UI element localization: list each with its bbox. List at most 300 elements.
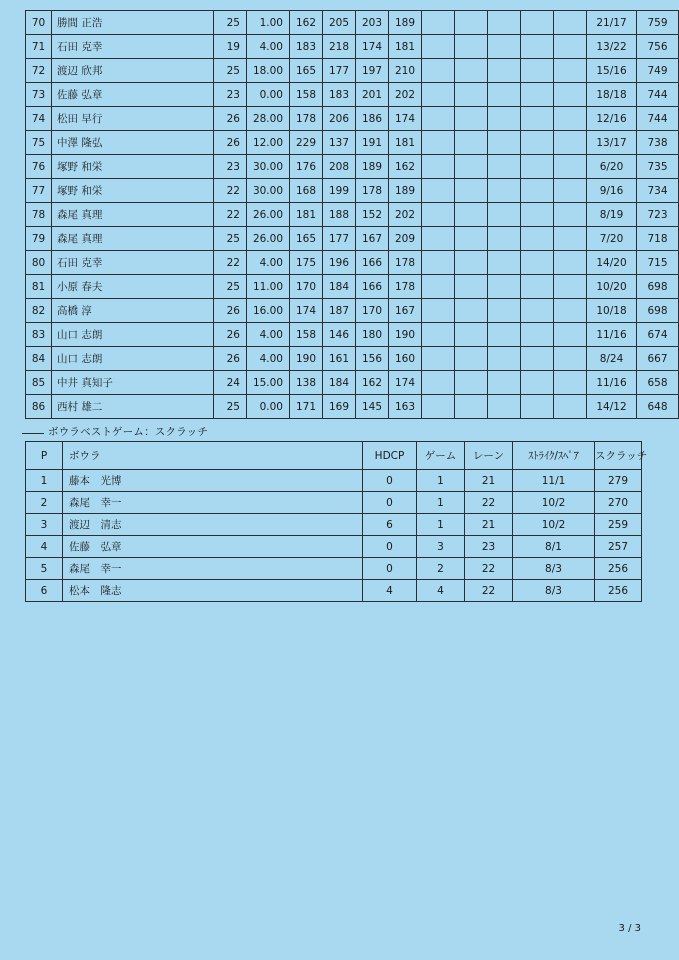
empty-cell [422,131,455,155]
games-cell: 25 [214,275,247,299]
empty-cell [422,371,455,395]
page-number: 3 / 3 [618,923,641,934]
empty-cell [422,227,455,251]
hdcp-cell: 11.00 [247,275,290,299]
table-row [26,395,679,419]
score-cell: 177 [323,227,356,251]
games-cell: 25 [214,395,247,419]
score-cell: 183 [323,83,356,107]
score-cell: 152 [356,203,389,227]
game-cell: 2 [417,558,465,580]
name-cell: 小原 春夫 [52,275,214,299]
section-rule [22,433,44,434]
scratch-cell: 279 [595,470,642,492]
score-cell: 171 [290,395,323,419]
score-cell: 189 [389,179,422,203]
empty-cell [488,251,521,275]
hdcp-cell: 4.00 [247,251,290,275]
empty-cell [422,347,455,371]
empty-cell [488,35,521,59]
total-cell: 718 [637,227,679,251]
name-cell: 松田 早行 [52,107,214,131]
games-cell: 19 [214,35,247,59]
hdcp-cell: 30.00 [247,155,290,179]
hdcp-cell: 26.00 [247,203,290,227]
score-cell: 190 [290,347,323,371]
empty-cell [488,179,521,203]
rank-cell: 86 [26,395,52,419]
ratio-cell: 8/24 [587,347,637,371]
score-cell: 166 [356,251,389,275]
ratio-cell: 6/20 [587,155,637,179]
empty-cell [455,35,488,59]
empty-cell [554,251,587,275]
table-row [26,580,642,602]
position-cell: 5 [26,558,63,580]
empty-cell [521,395,554,419]
score-cell: 188 [323,203,356,227]
hdcp-cell: 1.00 [247,11,290,35]
hdcp-cell: 4.00 [247,323,290,347]
score-cell: 167 [356,227,389,251]
games-cell: 26 [214,347,247,371]
position-cell: 2 [26,492,63,514]
scratch-cell: 256 [595,580,642,602]
score-cell: 176 [290,155,323,179]
empty-cell [554,323,587,347]
position-cell: 4 [26,536,63,558]
empty-cell [455,323,488,347]
ratio-cell: 12/16 [587,107,637,131]
empty-cell [521,155,554,179]
name-cell: 渡辺 欣邦 [52,59,214,83]
empty-cell [554,371,587,395]
score-cell: 167 [389,299,422,323]
strike-spare-cell: 8/1 [513,536,595,558]
name-cell: 石田 克幸 [52,251,214,275]
empty-cell [488,227,521,251]
score-cell: 174 [356,35,389,59]
bowler-cell: 佐藤 弘章 [63,536,363,558]
score-cell: 196 [323,251,356,275]
empty-cell [455,227,488,251]
header-strike-spare: ｽﾄﾗｲｸ/ｽﾍﾟｱ [513,442,595,470]
score-cell: 146 [323,323,356,347]
lane-cell: 22 [465,492,513,514]
bowler-cell: 松本 隆志 [63,580,363,602]
empty-cell [422,323,455,347]
score-cell: 201 [356,83,389,107]
rank-cell: 70 [26,11,52,35]
total-cell: 738 [637,131,679,155]
total-cell: 744 [637,107,679,131]
name-cell: 勝間 正浩 [52,11,214,35]
empty-cell [422,179,455,203]
table-row [26,299,679,323]
name-cell: 中井 真知子 [52,371,214,395]
score-cell: 162 [389,155,422,179]
score-cell: 170 [356,299,389,323]
scratch-cell: 270 [595,492,642,514]
game-cell: 4 [417,580,465,602]
score-cell: 187 [323,299,356,323]
total-cell: 723 [637,203,679,227]
score-cell: 178 [356,179,389,203]
score-cell: 181 [389,35,422,59]
empty-cell [455,179,488,203]
empty-cell [488,275,521,299]
ratio-cell: 11/16 [587,323,637,347]
games-cell: 23 [214,155,247,179]
score-cell: 137 [323,131,356,155]
hdcp-cell: 6 [363,514,417,536]
hdcp-cell: 4.00 [247,35,290,59]
empty-cell [422,83,455,107]
empty-cell [554,83,587,107]
hdcp-cell: 0 [363,558,417,580]
hdcp-cell: 0 [363,470,417,492]
table-row [26,35,679,59]
score-cell: 162 [356,371,389,395]
hdcp-cell: 0 [363,492,417,514]
table-row [26,83,679,107]
hdcp-cell: 4 [363,580,417,602]
table-row [26,275,679,299]
score-cell: 160 [389,347,422,371]
score-cell: 208 [323,155,356,179]
rank-cell: 81 [26,275,52,299]
score-cell: 178 [389,275,422,299]
rank-cell: 84 [26,347,52,371]
empty-cell [422,275,455,299]
game-cell: 1 [417,492,465,514]
empty-cell [554,35,587,59]
total-cell: 698 [637,299,679,323]
score-cell: 174 [290,299,323,323]
total-cell: 759 [637,11,679,35]
empty-cell [455,395,488,419]
table-row [26,536,642,558]
strike-spare-cell: 10/2 [513,514,595,536]
ratio-cell: 13/17 [587,131,637,155]
games-cell: 22 [214,179,247,203]
empty-cell [488,395,521,419]
ratio-cell: 10/18 [587,299,637,323]
strike-spare-cell: 8/3 [513,558,595,580]
score-cell: 218 [323,35,356,59]
score-cell: 168 [290,179,323,203]
empty-cell [521,35,554,59]
hdcp-cell: 30.00 [247,179,290,203]
games-cell: 25 [214,11,247,35]
empty-cell [422,395,455,419]
header-lane: レーン [465,442,513,470]
ratio-cell: 10/20 [587,275,637,299]
table-row [26,227,679,251]
name-cell: 石田 克幸 [52,35,214,59]
header-hdcp: HDCP [363,442,417,470]
game-cell: 1 [417,470,465,492]
hdcp-cell: 0.00 [247,395,290,419]
empty-cell [521,251,554,275]
empty-cell [521,131,554,155]
empty-cell [554,107,587,131]
empty-cell [521,59,554,83]
empty-cell [521,347,554,371]
empty-cell [422,35,455,59]
total-cell: 674 [637,323,679,347]
name-cell: 中澤 隆弘 [52,131,214,155]
hdcp-cell: 28.00 [247,107,290,131]
empty-cell [488,155,521,179]
empty-cell [521,11,554,35]
empty-cell [455,275,488,299]
table-row [26,514,642,536]
score-cell: 158 [290,83,323,107]
total-cell: 735 [637,155,679,179]
total-cell: 749 [637,59,679,83]
game-cell: 1 [417,514,465,536]
empty-cell [455,11,488,35]
rank-cell: 75 [26,131,52,155]
table-row [26,107,679,131]
empty-cell [554,179,587,203]
header-scratch: スクラッチ [595,442,642,470]
score-cell: 199 [323,179,356,203]
score-cell: 191 [356,131,389,155]
score-cell: 183 [290,35,323,59]
lane-cell: 23 [465,536,513,558]
bowler-cell: 藤本 光博 [63,470,363,492]
empty-cell [455,203,488,227]
games-cell: 26 [214,299,247,323]
score-cell: 202 [389,83,422,107]
score-cell: 158 [290,323,323,347]
name-cell: 佐藤 弘章 [52,83,214,107]
hdcp-cell: 16.00 [247,299,290,323]
score-cell: 174 [389,107,422,131]
table-row [26,203,679,227]
rank-cell: 78 [26,203,52,227]
empty-cell [521,203,554,227]
score-cell: 205 [323,11,356,35]
score-cell: 184 [323,275,356,299]
rank-cell: 82 [26,299,52,323]
name-cell: 山口 志朗 [52,347,214,371]
empty-cell [455,371,488,395]
hdcp-cell: 4.00 [247,347,290,371]
empty-cell [488,83,521,107]
empty-cell [422,203,455,227]
empty-cell [455,131,488,155]
empty-cell [455,83,488,107]
scratch-cell: 256 [595,558,642,580]
empty-cell [554,227,587,251]
lane-cell: 21 [465,514,513,536]
score-cell: 189 [389,11,422,35]
lane-cell: 22 [465,558,513,580]
score-cell: 166 [356,275,389,299]
ratio-cell: 9/16 [587,179,637,203]
rank-cell: 77 [26,179,52,203]
empty-cell [488,323,521,347]
empty-cell [422,251,455,275]
score-cell: 169 [323,395,356,419]
score-cell: 162 [290,11,323,35]
position-cell: 3 [26,514,63,536]
score-cell: 181 [389,131,422,155]
name-cell: 森尾 真理 [52,227,214,251]
rank-cell: 73 [26,83,52,107]
games-cell: 22 [214,203,247,227]
empty-cell [455,251,488,275]
total-cell: 715 [637,251,679,275]
score-cell: 189 [356,155,389,179]
table-row [26,371,679,395]
empty-cell [554,59,587,83]
ratio-cell: 7/20 [587,227,637,251]
total-cell: 698 [637,275,679,299]
strike-spare-cell: 11/1 [513,470,595,492]
position-cell: 1 [26,470,63,492]
empty-cell [554,299,587,323]
total-cell: 756 [637,35,679,59]
empty-cell [488,203,521,227]
empty-cell [455,107,488,131]
empty-cell [422,59,455,83]
empty-cell [521,83,554,107]
empty-cell [554,203,587,227]
table-row [26,323,679,347]
bowler-cell: 森尾 幸一 [63,558,363,580]
lane-cell: 21 [465,470,513,492]
empty-cell [488,347,521,371]
empty-cell [554,155,587,179]
ratio-cell: 11/16 [587,371,637,395]
empty-cell [554,347,587,371]
scratch-cell: 259 [595,514,642,536]
hdcp-cell: 12.00 [247,131,290,155]
score-cell: 202 [389,203,422,227]
games-cell: 25 [214,59,247,83]
table-row [26,558,642,580]
bowler-cell: 森尾 幸一 [63,492,363,514]
empty-cell [422,11,455,35]
empty-cell [488,131,521,155]
total-cell: 658 [637,371,679,395]
score-cell: 161 [323,347,356,371]
header-p: P [26,442,63,470]
score-cell: 181 [290,203,323,227]
hdcp-cell: 0 [363,536,417,558]
score-cell: 165 [290,227,323,251]
games-cell: 26 [214,107,247,131]
empty-cell [422,107,455,131]
score-cell: 210 [389,59,422,83]
table-row [26,470,642,492]
empty-cell [488,59,521,83]
empty-cell [455,347,488,371]
hdcp-cell: 0.00 [247,83,290,107]
ratio-cell: 14/12 [587,395,637,419]
lane-cell: 22 [465,580,513,602]
rank-cell: 74 [26,107,52,131]
total-cell: 648 [637,395,679,419]
score-cell: 170 [290,275,323,299]
rank-cell: 76 [26,155,52,179]
table-row [26,492,642,514]
games-cell: 23 [214,83,247,107]
total-cell: 667 [637,347,679,371]
ratio-cell: 13/22 [587,35,637,59]
games-cell: 26 [214,131,247,155]
empty-cell [554,395,587,419]
header-game: ゲーム [417,442,465,470]
empty-cell [422,299,455,323]
strike-spare-cell: 8/3 [513,580,595,602]
empty-cell [488,371,521,395]
position-cell: 6 [26,580,63,602]
score-cell: 203 [356,11,389,35]
score-cell: 174 [389,371,422,395]
score-cell: 156 [356,347,389,371]
empty-cell [455,59,488,83]
ratio-cell: 8/19 [587,203,637,227]
rank-cell: 83 [26,323,52,347]
games-cell: 25 [214,227,247,251]
score-cell: 163 [389,395,422,419]
table-row [26,11,679,35]
score-cell: 178 [389,251,422,275]
best-game-table [25,441,648,602]
empty-cell [422,155,455,179]
empty-cell [521,371,554,395]
empty-cell [521,179,554,203]
total-cell: 744 [637,83,679,107]
score-cell: 206 [323,107,356,131]
games-cell: 22 [214,251,247,275]
score-cell: 229 [290,131,323,155]
name-cell: 高橋 淳 [52,299,214,323]
hdcp-cell: 18.00 [247,59,290,83]
empty-cell [554,11,587,35]
ratio-cell: 21/17 [587,11,637,35]
table-header-row [26,442,642,470]
name-cell: 山口 志朗 [52,323,214,347]
hdcp-cell: 15.00 [247,371,290,395]
score-cell: 145 [356,395,389,419]
table-row [26,59,679,83]
table-row [26,155,679,179]
rank-cell: 71 [26,35,52,59]
empty-cell [488,299,521,323]
table-row [26,179,679,203]
score-cell: 175 [290,251,323,275]
empty-cell [455,299,488,323]
rank-cell: 72 [26,59,52,83]
hdcp-cell: 26.00 [247,227,290,251]
header-bowler: ボウラ [63,442,363,470]
empty-cell [455,155,488,179]
empty-cell [554,131,587,155]
games-cell: 24 [214,371,247,395]
ratio-cell: 15/16 [587,59,637,83]
score-cell: 165 [290,59,323,83]
name-cell: 塚野 和栄 [52,179,214,203]
rank-cell: 85 [26,371,52,395]
ratio-cell: 18/18 [587,83,637,107]
ratio-cell: 14/20 [587,251,637,275]
